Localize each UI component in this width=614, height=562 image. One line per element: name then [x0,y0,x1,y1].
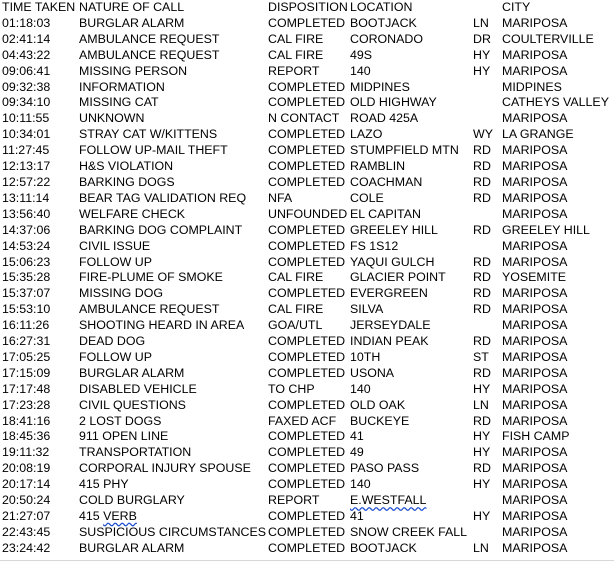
cell-time-taken: 09:32:38 [2,79,51,94]
cell-time-taken: 12:57:22 [2,174,51,189]
cell-street-suffix [473,239,502,255]
cell-disposition: REPORT [268,493,320,508]
cell-disposition: COMPLETED [268,397,346,412]
table-row [2,95,614,111]
table-row [2,445,614,461]
cell-city: MARIPOSA [502,524,568,539]
spellcheck-flagged-word: E.WESTFALL [350,493,427,508]
cell-disposition: TO CHP [268,381,315,396]
cell-city: LA GRANGE [502,127,574,142]
cell-city: MARIPOSA [502,63,568,78]
cell-disposition: COMPLETED [268,365,346,380]
cell-nature-of-call: SHOOTING HEARD IN AREA [79,318,245,333]
table-row [2,48,614,64]
cell-street-suffix [473,111,502,127]
cell-time-taken: 12:13:17 [2,159,51,174]
cell-disposition: UNFOUNDED [268,206,348,221]
cell-time-taken: 15:37:07 [2,286,51,301]
cell-time-taken: 17:15:09 [2,365,51,380]
cell-disposition: N CONTACT [268,111,340,126]
cell-nature-of-call: WELFARE CHECK [79,206,186,221]
table-row [2,191,614,207]
cell-nature-of-call: 911 OPEN LINE [79,429,169,444]
cell-disposition: COMPLETED [268,445,346,460]
table-row [2,175,614,191]
cell-location: LAZO [350,127,383,142]
cell-disposition: COMPLETED [268,477,346,492]
cell-street-suffix: RD [473,254,491,269]
header-street-suffix [473,0,502,16]
cell-disposition: COMPLETED [268,349,346,364]
table-row [2,541,614,557]
cell-time-taken: 09:34:10 [2,95,51,110]
table-row [2,64,614,80]
cell-time-taken: 09:06:41 [2,63,51,78]
cell-nature-of-call: BURGLAR ALARM [79,15,185,30]
cell-disposition: COMPLETED [268,254,346,269]
cell-location: USONA [350,365,395,380]
cell-street-suffix: WY [473,127,493,142]
cell-city: MARIPOSA [502,318,568,333]
cell-nature-of-call: STRAY CAT W/KITTENS [79,127,218,142]
table-row [2,159,614,175]
cell-city: MARIPOSA [502,445,568,460]
cell-time-taken: 20:17:14 [2,477,51,492]
cell-city: MARIPOSA [502,493,568,508]
table-row [2,382,614,398]
cell-time-taken: 20:50:24 [2,493,51,508]
cell-street-suffix: RD [473,302,491,317]
cell-location: FS 1S12 [350,238,399,253]
cell-time-taken: 21:27:07 [2,509,51,523]
cell-nature-of-call: FIRE-PLUME OF SMOKE [79,270,223,285]
cell-nature-of-call: BEAR TAG VALIDATION REQ [79,190,247,205]
cell-time-taken: 16:11:26 [2,318,50,333]
cell-street-suffix: RD [473,143,491,158]
cell-street-suffix [473,80,502,96]
table-row [2,398,614,414]
cell-location: RAMBLIN [350,159,406,174]
cell-nature-of-call: MISSING PERSON [79,63,188,78]
cell-location: INDIAN PEAK [350,334,429,349]
cell-disposition: NFA [268,190,293,205]
cell-disposition: FAXED ACF [268,413,337,428]
cell-time-taken: 04:43:22 [2,47,51,62]
cell-location: 49 [350,445,364,460]
cell-nature-of-call: 415 PHY [79,477,129,492]
cell-nature-of-call: TRANSPORTATION [79,445,192,460]
cell-city: MARIPOSA [502,238,568,253]
cell-disposition: GOA/UTL [268,318,323,333]
table-row [2,414,614,430]
cell-disposition: COMPLETED [268,174,346,189]
cell-disposition: COMPLETED [268,127,346,142]
cell-disposition: REPORT [268,63,320,78]
cell-location: COLE [350,190,384,205]
cell-location: EVERGREEN [350,286,428,301]
cell-time-taken: 23:24:42 [2,540,51,555]
cell-time-taken: 22:43:45 [2,524,51,539]
call-log-body [2,16,614,557]
header-location: LOCATION [350,0,413,14]
cell-location: CORONADO [350,31,423,46]
cell-location: 140 [350,477,371,492]
table-row [2,32,614,48]
cell-city: MARIPOSA [502,206,568,221]
cell-location: OLD HIGHWAY [350,95,437,110]
cell-city: COULTERVILLE [502,31,594,46]
cell-disposition: COMPLETED [268,79,346,94]
table-row [2,318,614,334]
cell-disposition: COMPLETED [268,159,346,174]
cell-city: MARIPOSA [502,334,568,349]
cell-location: 140 [350,63,371,78]
cell-location: SNOW CREEK FALL [350,524,468,539]
cell-nature-of-call: BURGLAR ALARM [79,365,185,380]
table-row [2,302,614,318]
cell-street-suffix [473,207,502,223]
cell-street-suffix: HY [473,477,491,492]
cell-location [350,493,473,509]
cell-nature-of-call: INFORMATION [79,79,165,94]
cell-street-suffix: RD [473,159,491,174]
cell-disposition: CAL FIRE [268,302,324,317]
cell-time-taken: 11:27:45 [2,143,50,158]
table-row [2,286,614,302]
cell-time-taken: 15:06:23 [2,254,51,269]
cell-nature-of-call: BARKING DOGS [79,174,175,189]
table-row [2,80,614,96]
cell-nature-of-call: CIVIL ISSUE [79,238,151,253]
cell-nature-of-call: BURGLAR ALARM [79,540,185,555]
cell-city: MARIPOSA [502,461,568,476]
cell-location: GREELEY HILL [350,222,438,237]
cell-city: CATHEYS VALLEY [502,95,609,110]
cell-street-suffix: HY [473,47,491,62]
cell-city: YOSEMITE [502,270,567,285]
table-row [2,239,614,255]
cell-location: 10TH [350,349,381,364]
table-row [2,493,614,509]
table-row [2,16,614,32]
cell-nature-of-call: CIVIL QUESTIONS [79,397,186,412]
cell-disposition: CAL FIRE [268,47,324,62]
cell-time-taken: 14:37:06 [2,222,51,237]
cell-location: 49S [350,47,373,62]
cell-street-suffix: HY [473,429,491,444]
cell-disposition: COMPLETED [268,143,346,158]
cell-nature-of-call: FOLLOW UP-MAIL THEFT [79,143,228,158]
cell-city: MARIPOSA [502,190,568,205]
cell-city: FISH CAMP [502,429,570,444]
cell-time-taken: 02:41:14 [2,31,51,46]
cell-disposition: COMPLETED [268,429,346,444]
table-row [2,366,614,382]
cell-location: PASO PASS [350,461,420,476]
cell-time-taken: 10:34:01 [2,127,51,142]
spellcheck-flagged-word: VERB [103,509,137,523]
cell-city: MARIPOSA [502,349,568,364]
cell-location: GLACIER POINT [350,270,446,285]
cell-disposition: COMPLETED [268,15,346,30]
cell-street-suffix: DR [473,31,491,46]
cell-nature-of-call: FOLLOW UP [79,349,152,364]
cell-location: 140 [350,381,371,396]
header-nature-of-call: NATURE OF CALL [79,0,185,14]
table-row [2,270,614,286]
table-row [2,143,614,159]
cell-street-suffix: HY [473,445,491,460]
cell-location: YAQUI GULCH [350,254,435,269]
cell-nature-of-call: SUSPICIOUS CIRCUMSTANCES [79,524,267,539]
cell-street-suffix: RD [473,174,491,189]
cell-disposition: COMPLETED [268,334,346,349]
cell-city: GREELEY HILL [502,222,590,237]
table-row [2,255,614,271]
cell-city: MIDPINES [502,79,562,94]
cell-disposition: COMPLETED [268,238,346,253]
table-row [2,334,614,350]
cell-street-suffix: LN [473,397,489,412]
cell-time-taken: 17:23:28 [2,397,51,412]
header-time-taken: TIME TAKEN [2,0,76,14]
cell-time-taken: 13:56:40 [2,206,51,221]
cell-location: COACHMAN [350,174,423,189]
cell-nature-of-call: DISABLED VEHICLE [79,381,197,396]
cell-street-suffix: RD [473,270,491,285]
cell-disposition: COMPLETED [268,222,346,237]
cell-time-taken: 10:11:55 [2,111,50,126]
cell-disposition: COMPLETED [268,524,346,539]
cell-street-suffix [473,95,502,111]
cell-city: MARIPOSA [502,111,568,126]
cell-nature-of-call: AMBULANCE REQUEST [79,47,220,62]
table-row [2,111,614,127]
cell-street-suffix: HY [473,63,491,78]
cell-street-suffix: LN [473,15,489,30]
cell-location: SILVA [350,302,384,317]
cell-time-taken: 13:11:14 [2,190,50,205]
table-row [2,127,614,143]
cell-city: MARIPOSA [502,365,568,380]
cell-city: MARIPOSA [502,477,568,492]
call-log-table [2,0,614,557]
cell-city: MARIPOSA [502,254,568,269]
cell-disposition: CAL FIRE [268,270,324,285]
cell-nature-of-call: AMBULANCE REQUEST [79,302,220,317]
cell-nature-of-call: DEAD DOG [79,334,146,349]
cell-city: MARIPOSA [502,15,568,30]
table-row [2,429,614,445]
cell-street-suffix [473,493,502,509]
cell-city: MARIPOSA [502,540,568,555]
cell-time-taken: 16:27:31 [2,334,51,349]
cell-street-suffix: RD [473,334,491,349]
cell-location: BOOTJACK [350,540,417,555]
cell-time-taken: 15:53:10 [2,302,51,317]
cell-disposition: CAL FIRE [268,31,324,46]
cell-location: ROAD 425A [350,111,419,126]
cell-location: EL CAPITAN [350,206,421,221]
table-row [2,461,614,477]
cell-location: STUMPFIELD MTN [350,143,459,158]
cell-disposition: COMPLETED [268,95,346,110]
cell-location: MIDPINES [350,79,410,94]
cell-street-suffix: RD [473,222,491,237]
cell-nature-of-call: AMBULANCE REQUEST [79,31,220,46]
cell-disposition: COMPLETED [268,461,346,476]
cell-nature-of-call: MISSING DOG [79,286,163,301]
cell-time-taken: 18:41:16 [2,413,51,428]
cell-street-suffix: RD [473,365,491,380]
cell-location: BOOTJACK [350,15,417,30]
cell-street-suffix: RD [473,286,491,301]
table-row [2,509,614,525]
cell-street-suffix [473,525,502,541]
table-row [2,223,614,239]
table-row [2,350,614,366]
cell-time-taken: 15:35:28 [2,270,51,285]
cell-city: MARIPOSA [502,413,568,428]
cell-time-taken: 17:17:48 [2,381,51,396]
cell-nature-of-call: MISSING CAT [79,95,159,110]
cell-street-suffix [473,318,502,334]
cell-nature-of-call: 2 LOST DOGS [79,413,162,428]
cell-nature-of-call: BARKING DOG COMPLAINT [79,222,243,237]
cell-time-taken: 18:45:36 [2,429,51,444]
table-row [2,525,614,541]
cell-nature-of-call: COLD BURGLARY [79,493,185,508]
cell-city: MARIPOSA [502,174,568,189]
cell-street-suffix: RD [473,413,491,428]
cell-city: MARIPOSA [502,302,568,317]
cell-city: MARIPOSA [502,509,568,523]
cell-time-taken: 20:08:19 [2,461,51,476]
cell-location: 41 [350,429,364,444]
cell-nature-of-call: UNKNOWN [79,111,145,126]
header-row [2,0,614,16]
cell-nature-of-call: H&S VIOLATION [79,159,174,174]
cell-street-suffix: HY [473,509,491,523]
cell-location: 41 [350,509,364,523]
cell-location: BUCKEYE [350,413,410,428]
cell-city: MARIPOSA [502,143,568,158]
header-city: CITY [502,0,531,14]
bottom-divider [0,560,614,561]
cell-nature-of-call: FOLLOW UP [79,254,152,269]
cell-disposition: COMPLETED [268,286,346,301]
cell-nature-of-call: CORPORAL INJURY SPOUSE [79,461,251,476]
cell-city: MARIPOSA [502,286,568,301]
cell-street-suffix: LN [473,540,489,555]
cell-time-taken: 01:18:03 [2,15,51,30]
cell-location: OLD OAK [350,397,406,412]
table-row [2,477,614,493]
cell-time-taken: 17:05:25 [2,349,51,364]
cell-location: JERSEYDALE [350,318,431,333]
cell-city: MARIPOSA [502,381,568,396]
cell-street-suffix: RD [473,461,491,476]
cell-street-suffix: HY [473,381,491,396]
cell-city: MARIPOSA [502,159,568,174]
cell-time-taken: 14:53:24 [2,238,51,253]
cell-disposition: COMPLETED [268,509,346,523]
cell-street-suffix: ST [473,349,489,364]
cell-street-suffix: RD [473,190,491,205]
cell-time-taken: 19:11:32 [2,445,50,460]
cell-city: MARIPOSA [502,397,568,412]
cell-disposition: COMPLETED [268,540,346,555]
cell-city: MARIPOSA [502,47,568,62]
cell-nature-of-call: 415 VERB [79,509,137,523]
header-disposition: DISPOSITION [268,0,348,14]
table-row [2,207,614,223]
